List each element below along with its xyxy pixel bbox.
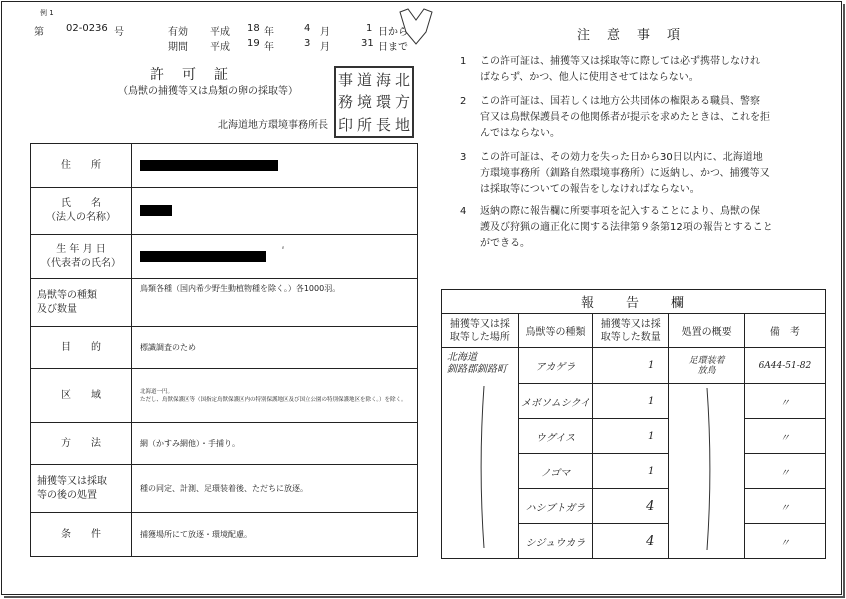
from-year: 18 <box>247 23 260 34</box>
action-ditto-cell <box>669 384 745 559</box>
label-area: 区 域 <box>31 369 132 423</box>
row-species <box>31 279 418 327</box>
note-4: 4 返納の際に報告欄に所要事項を記入することにより、鳥獣の保 護及び狩猟の適正化に関する法律第９条第12項の報告とすること ができる。 <box>460 206 773 249</box>
row-address <box>31 144 418 188</box>
report-header-row <box>442 314 826 348</box>
note-3: 3 この許可証は、その効力を失った日から30日以内に、北海道地 方環境事務所（釧路自然環境事務所）に返納し、かつ、捕獲等又 は採取等についての報告をしなければならない。 <box>460 152 770 195</box>
label-method: 方 法 <box>31 423 132 465</box>
note-1: 1 この許可証は、捕獲等又は採取等に際しては必ず携帯しなけれ ばならず、かつ、他人に使用させてはならない。 <box>460 56 760 83</box>
quantity-cell: 1 <box>593 454 669 489</box>
to-month: 3 <box>304 38 311 49</box>
value-method: 網（かすみ網他）・手捕り。 <box>132 423 418 465</box>
action-cell: 足環装着 放鳥 <box>669 348 745 384</box>
place-text: 北海道 釧路郡釧路町 <box>447 352 507 375</box>
official-seal: 事 道 海 北 務 境 環 方 印 所 長 地 <box>334 66 414 138</box>
quantity-cell: 1 <box>593 419 669 454</box>
quantity-cell: 4 <box>593 489 669 524</box>
remark-cell: 〃 <box>744 524 825 559</box>
period-label: 期間 <box>168 42 188 53</box>
row-name <box>31 188 418 235</box>
report-title: 報 告 欄 <box>442 290 826 314</box>
report-title-row <box>442 290 826 314</box>
from-day-unit: 日から <box>378 27 408 38</box>
species-cell: シジュウカラ <box>518 524 593 559</box>
action-ditto-line <box>671 384 741 554</box>
from-year-unit: 年 <box>264 27 274 38</box>
stray-mark: ﾟ <box>280 247 285 257</box>
to-year: 19 <box>247 38 260 49</box>
label-name: 氏 名 （法人の名称） <box>31 188 132 235</box>
number-prefix: 第 <box>34 27 44 38</box>
remark-cell: 〃 <box>744 454 825 489</box>
remark-cell: 〃 <box>744 419 825 454</box>
value-purpose: 標識調査のため <box>132 327 418 369</box>
place-cell <box>442 348 519 559</box>
species-cell: メボソムシクイ <box>518 384 593 419</box>
corner-mark: 例 1 <box>40 9 54 17</box>
row-area <box>31 369 418 423</box>
row-purpose <box>31 327 418 369</box>
label-purpose: 目 的 <box>31 327 132 369</box>
to-month-unit: 月 <box>320 42 330 53</box>
report-row <box>442 348 826 384</box>
place-ditto-line <box>446 382 516 552</box>
species-cell: ノゴマ <box>518 454 593 489</box>
from-day: 1 <box>366 23 373 34</box>
from-month-unit: 月 <box>320 27 330 38</box>
value-birth <box>132 235 418 279</box>
label-conditions: 条 件 <box>31 513 132 557</box>
value-name <box>132 188 418 235</box>
to-day-unit: 日まで <box>378 42 408 53</box>
value-conditions: 捕獲場所にて放逐・環境配慮。 <box>132 513 418 557</box>
label-birth: 生 年 月 日 （代表者の氏名） <box>31 235 132 279</box>
to-year-unit: 年 <box>264 42 274 53</box>
row-method <box>31 423 418 465</box>
row-conditions <box>31 513 418 557</box>
permit-number: 02-0236 <box>66 23 108 34</box>
number-suffix: 号 <box>114 27 124 38</box>
header-remark: 備 考 <box>744 314 825 348</box>
valid-label: 有効 <box>168 27 188 38</box>
notes-title: 注 意 事 項 <box>577 28 683 43</box>
permit-title: 許 可 証 <box>150 67 230 83</box>
quantity-cell: 1 <box>593 348 669 384</box>
value-area: 北海道一円。 ただし、鳥獣保護区等（国指定鳥獣保護区内の特別保護地区及び国立公園の特別保護地区を除く。）を除く。 <box>132 369 418 423</box>
header-species: 鳥獣等の種類 <box>518 314 593 348</box>
label-species: 鳥獣等の種類 及び数量 <box>31 279 132 327</box>
redaction <box>140 251 266 262</box>
label-disposal: 捕獲等又は採取 等の後の処置 <box>31 465 132 513</box>
value-species: 鳥類各種（国内希少野生動植物種を除く。）各1000羽。 <box>132 279 418 327</box>
redaction <box>140 160 278 171</box>
species-cell: ハシブトガラ <box>518 489 593 524</box>
species-cell: アカゲラ <box>518 348 593 384</box>
header-place: 捕獲等又は採 取等した場所 <box>442 314 519 348</box>
remark-cell: 〃 <box>744 384 825 419</box>
header-action: 処置の概要 <box>669 314 745 348</box>
to-era: 平成 <box>210 42 230 53</box>
row-birth <box>31 235 418 279</box>
value-disposal: 種の同定、計測、足環装着後、ただちに放逐。 <box>132 465 418 513</box>
quantity-cell: 4 <box>593 524 669 559</box>
remark-cell: 6A44-51-82 <box>744 348 825 384</box>
note-2: 2 この許可証は、国若しくは地方公共団体の権限ある職員、警察 官又は鳥獣保護員その他関係者が提示を求めたときは、これを拒 んではならない。 <box>460 96 770 139</box>
value-address <box>132 144 418 188</box>
permit-form-table <box>30 143 418 557</box>
header-quantity: 捕獲等又は採 取等した数量 <box>593 314 669 348</box>
redaction <box>140 205 172 216</box>
remark-cell: 〃 <box>744 489 825 524</box>
label-address: 住 所 <box>31 144 132 188</box>
to-day: 31 <box>361 38 374 49</box>
punch-mark-icon <box>396 6 436 48</box>
report-table <box>441 289 826 559</box>
from-month: 4 <box>304 23 311 34</box>
issuer: 北海道地方環境事務所長 <box>218 120 328 131</box>
species-cell: ウグイス <box>518 419 593 454</box>
from-era: 平成 <box>210 27 230 38</box>
quantity-cell: 1 <box>593 384 669 419</box>
row-disposal <box>31 465 418 513</box>
permit-subtitle: （鳥獣の捕獲等又は鳥類の卵の採取等） <box>118 86 298 97</box>
